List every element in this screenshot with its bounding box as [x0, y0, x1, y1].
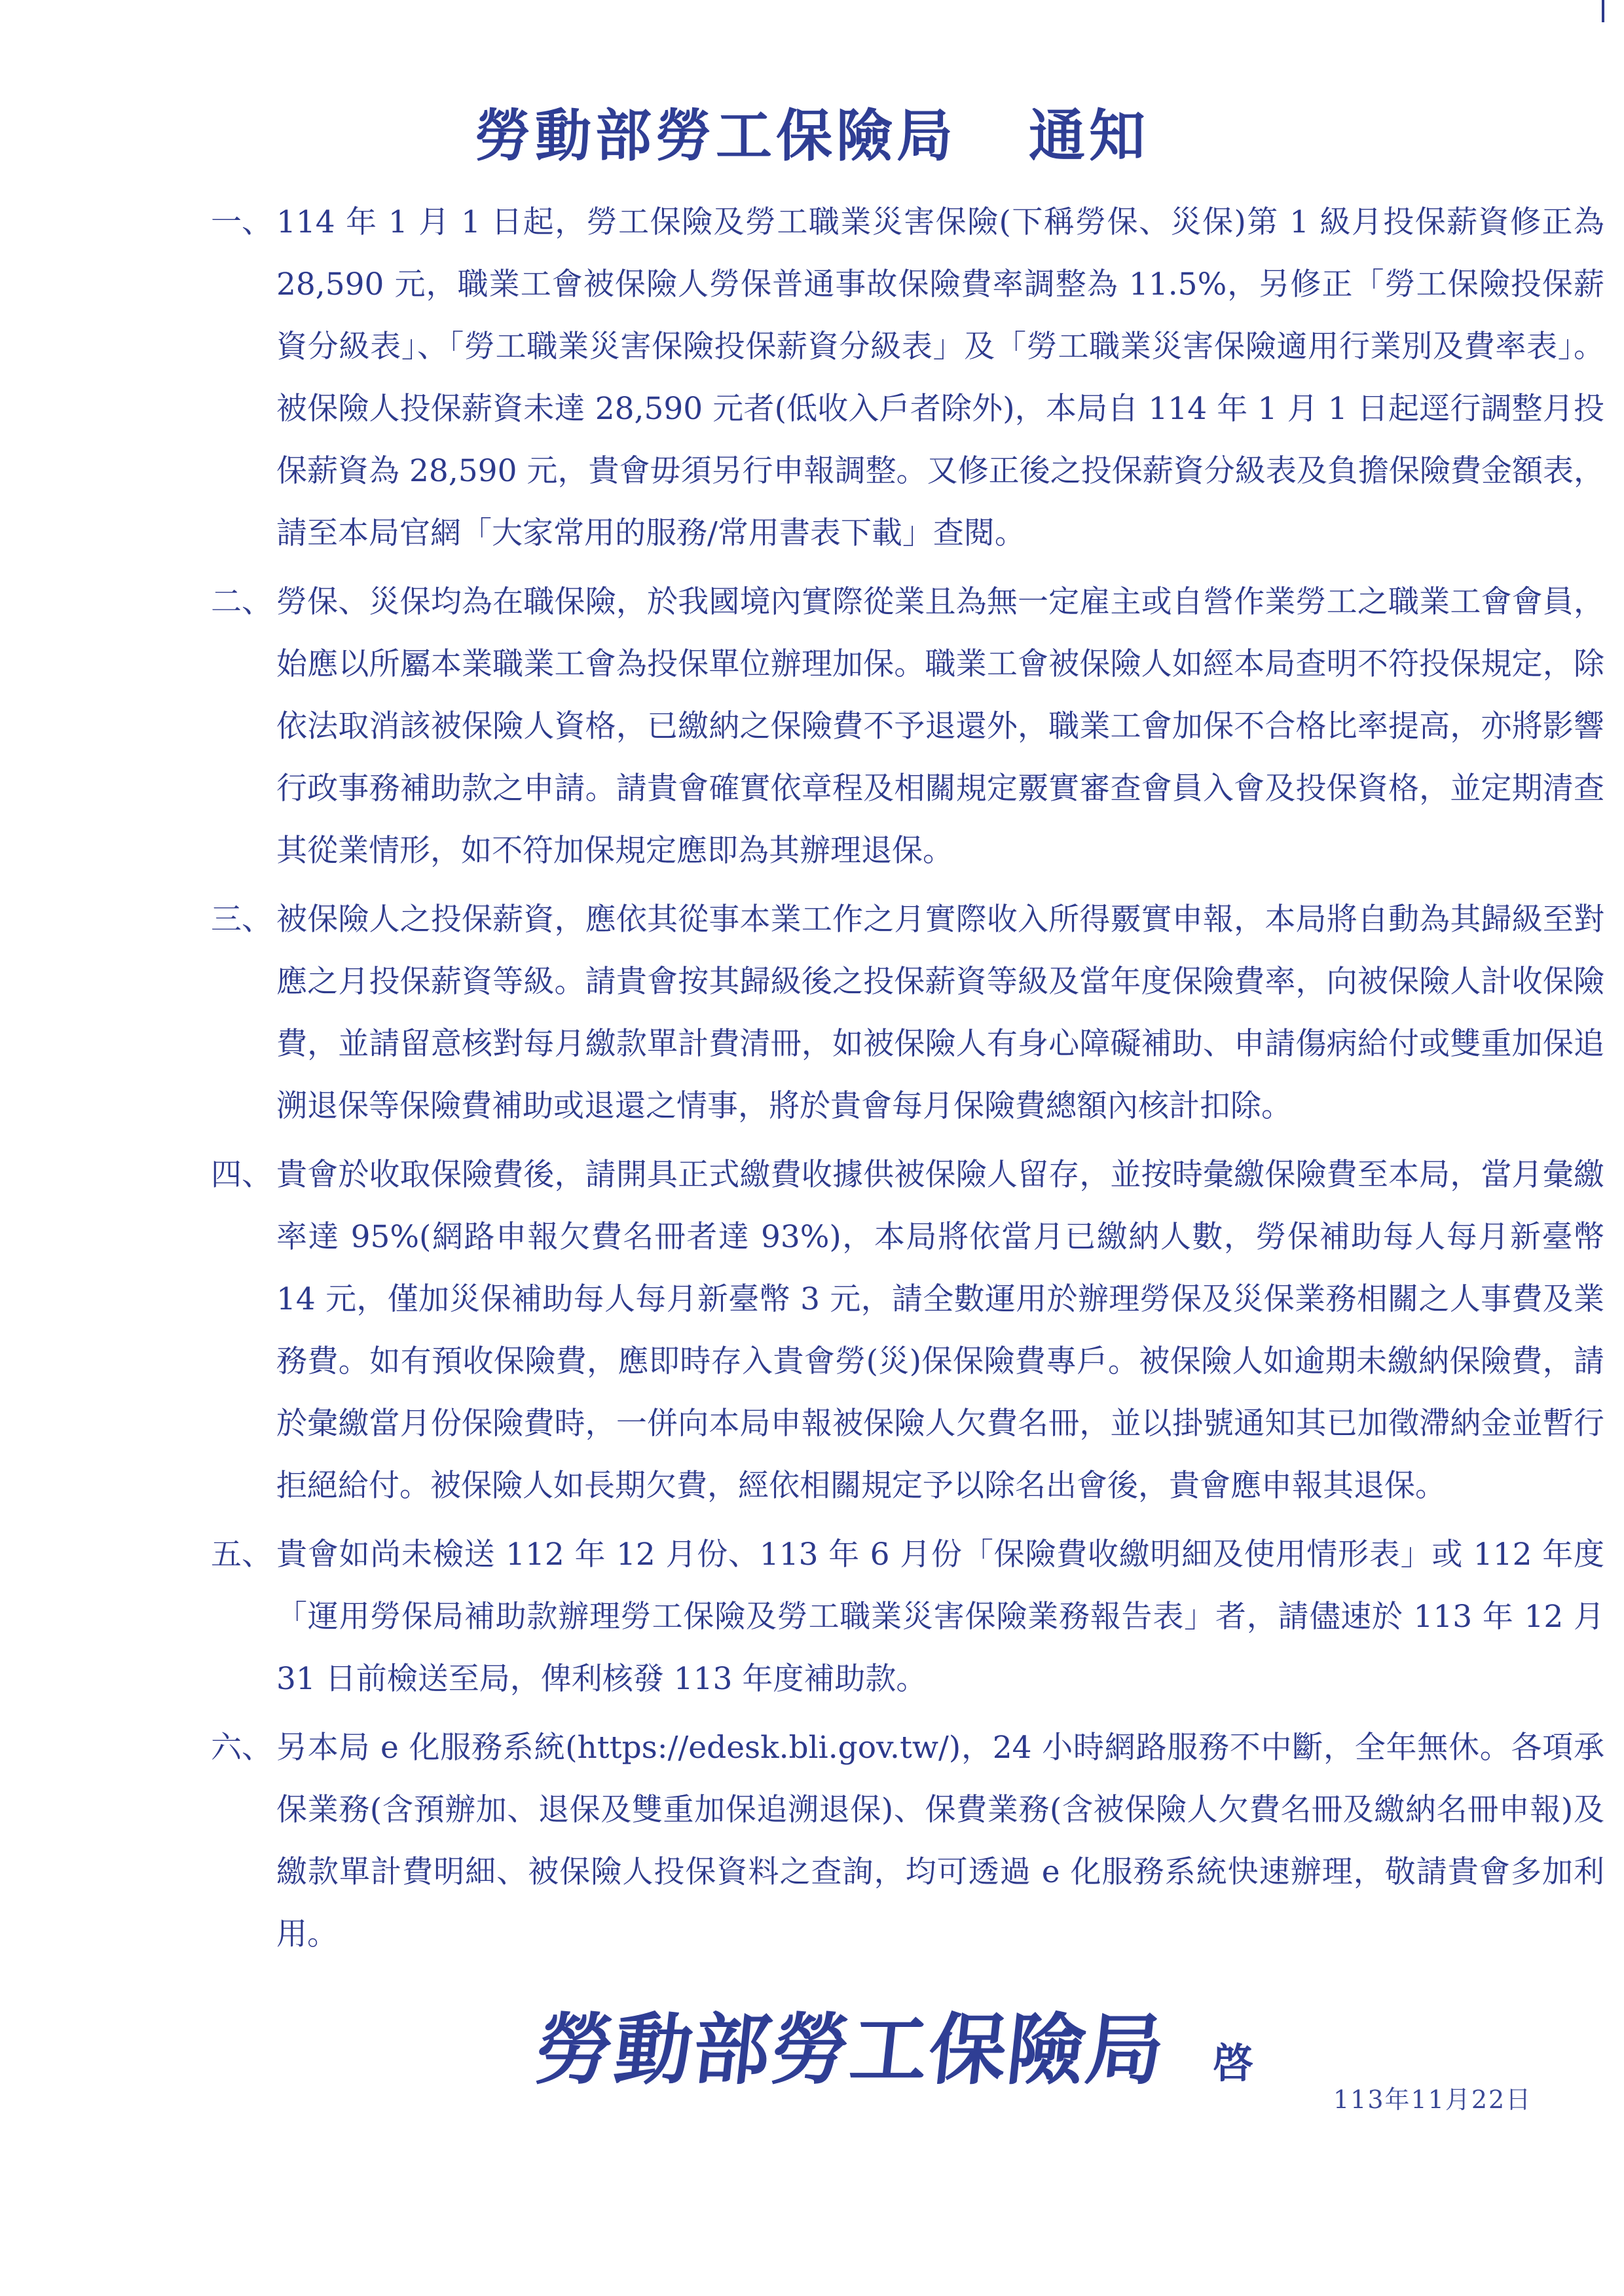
signature-closing: 啓	[1213, 2039, 1254, 2087]
notice-item-1	[211, 191, 1604, 564]
notice-item-5	[211, 1523, 1604, 1710]
title-agency: 勞動部勞工保險局	[475, 103, 957, 169]
issue-date: 113年11月22日	[1333, 2085, 1532, 2114]
notice-item-4	[211, 1144, 1604, 1517]
title-notice: 通知	[1029, 103, 1149, 169]
item-text: 貴會於收取保險費後，請開具正式繳費收據供被保險人留存，並按時彙繳保險費至本局，當月彙繳率達 95%(網路申報欠費名冊者達 93%)，本局將依當月已繳納人數，勞保補助每人每月新臺幣 14 元，僅加災保補助每人每月新臺幣 3 元，請全數運用於辦理勞保及災保業務相關之人事費及業務費。如有預收保險費，應即時存入貴會勞(災)保保險費專戶。被保險人如逾期未繳納保險費，請於彙繳當月份保險費時，一併向本局申報被保險人欠費名冊，並以掛號通知其已加徵滯納金並暫行拒絕給付。被保險人如長期欠費，經依相關規定予以除名出會後，貴會應申報其退保。	[276, 1157, 1604, 1504]
notice-item-6	[211, 1717, 1604, 1965]
item-text: 被保險人之投保薪資，應依其從事本業工作之月實際收入所得覈實申報，本局將自動為其歸級至對應之月投保薪資等級。請貴會按其歸級後之投保薪資等級及當年度保險費率，向被保險人計收保險費，並請留意核對每月繳款單計費清冊，如被保險人有身心障礙補助、申請傷病給付或雙重加保追溯退保等保險費補助或退還之情事，將於貴會每月保險費總額內核計扣除。	[276, 902, 1604, 1124]
item-number: 二、	[211, 584, 272, 620]
item-number: 四、	[211, 1157, 272, 1193]
item-text: 勞保、災保均為在職保險，於我國境內實際從業且為無一定雇主或自營作業勞工之職業工會會員，始應以所屬本業職業工會為投保單位辦理加保。職業工會被保險人如經本局查明不符投保規定，除依法取消該被保險人資格，已繳納之保險費不予退還外，職業工會加保不合格比率提高，亦將影響行政事務補助款之申請。請貴會確實依章程及相關規定覈實審查會員入會及投保資格，並定期清查其從業情形，如不符加保規定應即為其辦理退保。	[276, 584, 1604, 869]
document-title	[0, 90, 1624, 172]
item-text: 114 年 1 月 1 日起，勞工保險及勞工職業災害保險(下稱勞保、災保)第 1 級月投保薪資修正為 28,590 元，職業工會被保險人勞保普通事故保險費率調整為 11.5%，另修正「勞工保險投保薪資分級表」、「勞工職業災害保險投保薪資分級表」及「勞工職業災害保險適用行業別及費率表」。被保險人投保薪資未達 28,590 元者(低收入戶者除外)，本局自 114 年 1 月 1 日起逕行調整月投保薪資為 28,590 元，貴會毋須另行申報調整。又修正後之投保薪資分級表及負擔保險費金額表，請至本局官網「大家常用的服務/常用書表下載」查閱。	[276, 204, 1604, 551]
notice-item-3	[211, 888, 1604, 1137]
agency-signature-stamp: 勞動部勞工保險局	[531, 2005, 1170, 2095]
item-text: 另本局 e 化服務系統(https://edesk.bli.gov.tw/)，24 小時網路服務不中斷，全年無休。各項承保業務(含預辦加、退保及雙重加保追溯退保)、保費業務(含被保險人欠費名冊及繳納名冊申報)及繳款單計費明細、被保險人投保資料之查詢，均可透過 e 化服務系統快速辦理，敬請貴會多加利用。	[276, 1730, 1604, 1952]
notice-item-2	[211, 571, 1604, 882]
notice-items	[211, 191, 1604, 1972]
item-number: 一、	[211, 204, 272, 240]
scan-edge-mark	[1602, 0, 1604, 22]
item-text: 貴會如尚未檢送 112 年 12 月份、113 年 6 月份「保險費收繳明細及使用情形表」或 112 年度「運用勞保局補助款辦理勞工保險及勞工職業災害保險業務報告表」者，請儘速於 113 年 12 月 31 日前檢送至局，俾利核發 113 年度補助款。	[276, 1537, 1604, 1697]
item-number: 三、	[211, 902, 272, 938]
item-number: 五、	[211, 1537, 272, 1573]
item-number: 六、	[211, 1730, 272, 1766]
